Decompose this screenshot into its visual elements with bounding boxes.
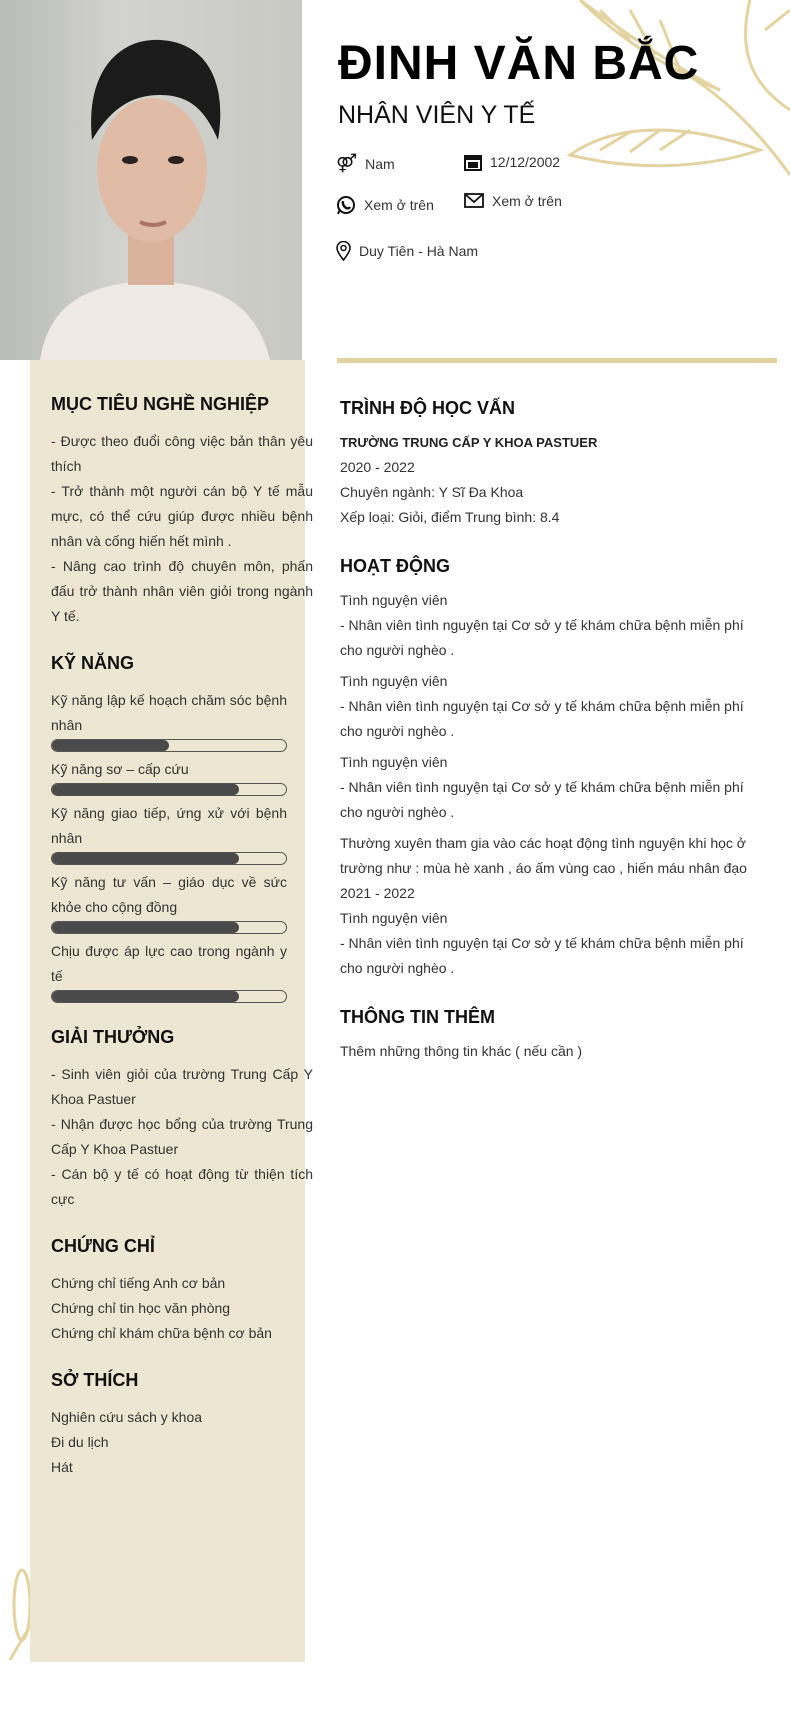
whatsapp-phone-icon (336, 195, 356, 215)
objective-line: - Được theo đuổi công việc bản thân yêu thích (51, 433, 313, 474)
activity-line: 2021 - 2022 (340, 885, 415, 901)
email-value: Xem ở trên (492, 193, 562, 209)
skill-label: Kỹ năng lập kế hoạch chăm sóc bệnh nhân (51, 692, 287, 733)
profile-photo (0, 0, 302, 360)
location-pin-icon (336, 241, 351, 261)
certificate-item: Chứng chỉ tin học văn phòng (51, 1300, 231, 1316)
hobby-item: Nghiên cứu sách y khoa (51, 1409, 203, 1425)
section-title: HOẠT ĐỘNG (340, 556, 450, 576)
objective-section (51, 392, 313, 629)
address-value: Duy Tiên - Hà Nam (359, 243, 479, 259)
extra-info-text: Thêm những thông tin khác ( nếu cần ) (340, 1043, 583, 1059)
skills-section (51, 651, 313, 1003)
skill-bar-fill (52, 922, 239, 933)
award-line: - Nhận được học bổng của trường Trung Cấp Y Khoa Pastuer (51, 1116, 313, 1157)
email-info (464, 193, 562, 209)
gender-value: Nam (365, 155, 395, 172)
activity-line: - Nhân viên tình nguyện tại Cơ sở y tế khám chữa bệnh miễn phí cho người nghèo . (340, 935, 744, 976)
certificate-item: Chứng chỉ tiếng Anh cơ bản (51, 1275, 226, 1291)
education-years: 2020 - 2022 (340, 459, 415, 475)
activity-line: Tình nguyện viên (340, 592, 448, 608)
header (338, 36, 699, 130)
extra-info-section (340, 1005, 760, 1064)
skill-bar-fill (52, 853, 239, 864)
activity-line: Thường xuyên tham gia vào các hoạt động tình nguyện khi học ở trường như : mùa hè xanh , áo ấm vùng cao , hiến máu nhân đạo (340, 835, 747, 876)
activity-line: Tình nguyện viên (340, 910, 448, 926)
certificate-item: Chứng chỉ khám chữa bệnh cơ bản (51, 1325, 272, 1341)
section-title: MỤC TIÊU NGHỀ NGHIỆP (51, 394, 270, 414)
activity-line: - Nhân viên tình nguyện tại Cơ sở y tế khám chữa bệnh miễn phí cho người nghèo . (340, 617, 744, 658)
phone-value: Xem ở trên (364, 197, 434, 213)
activity-line: Tình nguyện viên (340, 673, 448, 689)
certificates-section (51, 1234, 313, 1346)
education-section (340, 396, 760, 530)
gender-info (336, 153, 395, 174)
section-title: THÔNG TIN THÊM (340, 1007, 495, 1027)
skill-bar (51, 783, 287, 796)
main-content (340, 396, 760, 1088)
skill-label: Kỹ năng giao tiếp, ứng xử với bệnh nhân (51, 805, 287, 846)
hobby-item: Hát (51, 1459, 73, 1475)
award-line: - Sinh viên giỏi của trường Trung Cấp Y Khoa Pastuer (51, 1066, 313, 1107)
gender-icon: ⚤ (336, 153, 358, 173)
birthday-value: 12/12/2002 (490, 154, 561, 170)
activity-line: Tình nguyện viên (340, 754, 448, 770)
divider (337, 358, 777, 363)
objective-line: - Trở thành một người cán bộ Y tế mẫu mực, có thể cứu giúp được nhiều bệnh nhân và cống hiến hết mình . (51, 483, 313, 549)
phone-info (336, 195, 434, 215)
awards-section (51, 1025, 313, 1212)
skill-label: Kỹ năng sơ – cấp cứu (51, 761, 189, 777)
section-title: SỞ THÍCH (51, 1370, 139, 1390)
section-title: GIẢI THƯỞNG (51, 1027, 175, 1047)
skill-bar-fill (52, 784, 239, 795)
hobby-item: Đi du lịch (51, 1434, 109, 1450)
section-title: CHỨNG CHỈ (51, 1236, 155, 1256)
activity-line: - Nhân viên tình nguyện tại Cơ sở y tế khám chữa bệnh miễn phí cho người nghèo . (340, 698, 744, 739)
activity-line: - Nhân viên tình nguyện tại Cơ sở y tế khám chữa bệnh miễn phí cho người nghèo . (340, 779, 744, 820)
address-info (336, 241, 478, 261)
school-name: TRƯỜNG TRUNG CẤP Y KHOA PASTUER (340, 435, 598, 450)
section-title: TRÌNH ĐỘ HỌC VẤN (340, 398, 515, 418)
skill-bar (51, 739, 287, 752)
education-grade: Xếp loại: Giỏi, điểm Trung bình: 8.4 (340, 509, 560, 525)
skill-label: Chịu được áp lực cao trong ngành y tế (51, 943, 287, 984)
hobbies-section (51, 1368, 313, 1480)
skill-bar-fill (52, 991, 239, 1002)
birthday-info (464, 153, 560, 171)
section-title: KỸ NĂNG (51, 653, 135, 673)
award-line: - Cán bộ y tế có hoạt động từ thiện tích cực (51, 1166, 313, 1207)
candidate-name: ĐINH VĂN BẮC (338, 37, 700, 90)
job-title: NHÂN VIÊN Y TẾ (338, 101, 536, 129)
calendar-icon (464, 153, 482, 171)
skill-bar (51, 921, 287, 934)
sidebar-content (51, 392, 313, 1502)
objective-line: - Nâng cao trình độ chuyên môn, phấn đấu trở thành nhân viên giỏi trong ngành Y tế. (51, 558, 313, 624)
activities-section (340, 554, 760, 981)
skill-bar-fill (52, 740, 169, 751)
education-major: Chuyên ngành: Y Sĩ Đa Khoa (340, 484, 524, 500)
skill-bar (51, 852, 287, 865)
skill-label: Kỹ năng tư vấn – giáo dục về sức khỏe cho cộng đồng (51, 874, 287, 915)
email-icon (464, 193, 484, 209)
skill-bar (51, 990, 287, 1003)
